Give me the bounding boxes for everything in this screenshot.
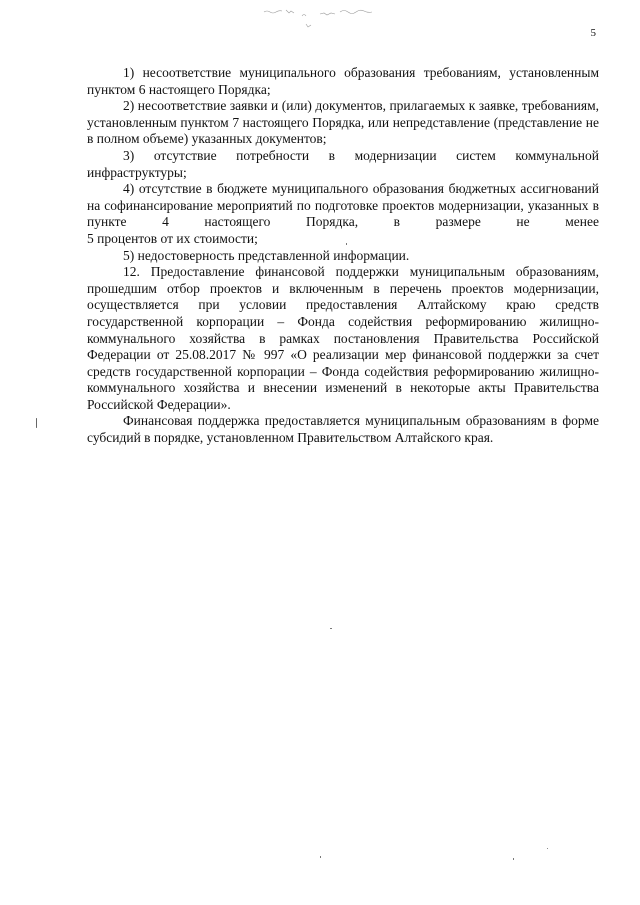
scan-speck (330, 628, 332, 629)
scan-speck (513, 858, 514, 860)
paragraph-item-1: 1) несоответствие муниципального образования требованиям, установленным пунктом 6 настоящего Порядка; (87, 65, 599, 97)
document-body (87, 65, 599, 447)
page-number: 5 (590, 27, 596, 39)
scan-speck (320, 856, 321, 858)
scan-artifact (262, 4, 392, 30)
paragraph-item-4: 4) отсутствие в бюджете муниципального образования бюджетных ассигнований на софинансирование мероприятий по подготовке проектов модернизации, указанных в пункте 4 настоящего Порядка, в размере не менее (87, 181, 599, 230)
paragraph-section-12: 12. Предоставление финансовой поддержки муниципальным образованиям, прошедшим отбор проектов и включенным в перечень проектов модернизации, осуществляется при условии предоставления Алтайскому краю средств государственной корпорации – Фонда содействия реформированию жилищно-коммунального хозяйства в рамках постановления Правительства Российской Федерации от 25.08.2017 № 997 «О реализации мер финансовой поддержки за счет средств государственной корпорации – Фонда содействия реформированию жилищно-коммунального хозяйства и внесении изменений в некоторые акты Правительства Российской Федерации». (87, 264, 599, 412)
scan-speck (346, 243, 347, 245)
paragraph-item-2: 2) несоответствие заявки и (или) документов, прилагаемых к заявке, требованиям, установленным пунктом 7 настоящего Порядка, или непредставление (представление не в полном объеме) указанных документов; (87, 98, 599, 147)
scan-speck (36, 418, 37, 428)
paragraph-item-5: 5) недостоверность представленной информации. (123, 247, 410, 263)
paragraph-financial-support: Финансовая поддержка предоставляется муниципальным образованиям в форме субсидий в порядке, установленном Правительством Алтайского края. (87, 413, 599, 446)
paragraph-item-3: 3) отсутствие потребности в модернизации систем коммунальной инфраструктуры; (87, 147, 599, 180)
scan-speck (547, 848, 548, 849)
paragraph-item-4-continued: 5 процентов от их стоимости; (87, 230, 258, 246)
